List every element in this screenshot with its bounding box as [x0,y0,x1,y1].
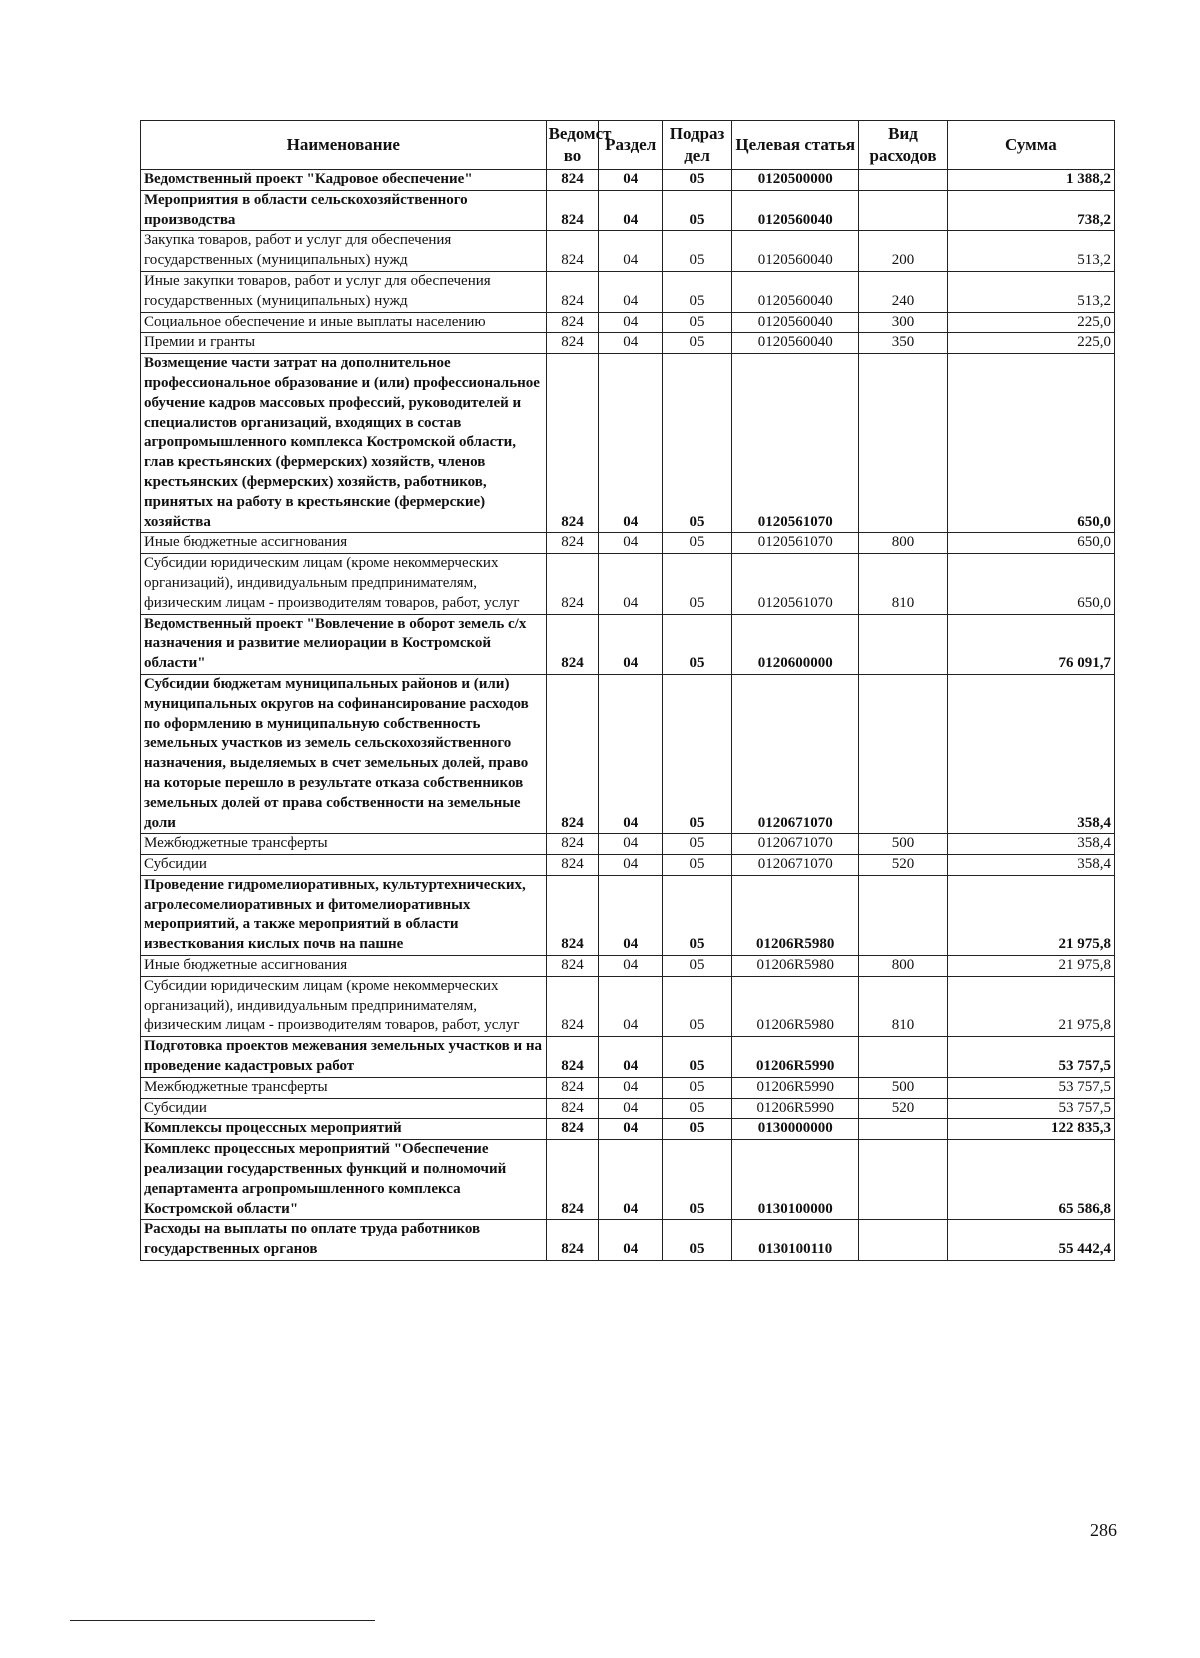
row-dept: 824 [546,674,599,833]
row-name: Иные бюджетные ассигнования [141,956,547,977]
row-dept: 824 [546,533,599,554]
row-name: Мероприятия в области сельскохозяйственного производства [141,190,547,231]
row-name: Иные бюджетные ассигнования [141,533,547,554]
row-name: Расходы на выплаты по оплате труда работников государственных органов [141,1220,547,1261]
row-subsection: 05 [663,1098,732,1119]
row-section: 04 [599,333,663,354]
row-subsection: 05 [663,855,732,876]
row-target: 0120561070 [732,354,859,533]
table-row [141,312,1115,333]
row-sum: 358,4 [947,834,1114,855]
row-type: 520 [859,855,947,876]
table-row [141,1037,1115,1078]
row-sum: 650,0 [947,554,1114,614]
row-dept: 824 [546,956,599,977]
table-row [141,976,1115,1036]
budget-table [140,120,1115,1261]
row-target: 0120671070 [732,674,859,833]
row-target: 0120560040 [732,333,859,354]
row-subsection: 05 [663,170,732,191]
row-subsection: 05 [663,333,732,354]
row-name: Ведомственный проект "Кадровое обеспечение" [141,170,547,191]
row-sum: 21 975,8 [947,956,1114,977]
row-sum: 513,2 [947,271,1114,312]
row-subsection: 05 [663,312,732,333]
row-section: 04 [599,855,663,876]
row-target: 0120561070 [732,533,859,554]
table-row [141,231,1115,272]
row-section: 04 [599,271,663,312]
row-dept: 824 [546,834,599,855]
row-section: 04 [599,1119,663,1140]
row-subsection: 05 [663,354,732,533]
row-target: 0120560040 [732,231,859,272]
row-target: 0130000000 [732,1119,859,1140]
table-row [141,855,1115,876]
row-subsection: 05 [663,190,732,231]
row-target: 01206R5980 [732,956,859,977]
row-dept: 824 [546,554,599,614]
row-sum: 76 091,7 [947,614,1114,674]
row-section: 04 [599,170,663,191]
row-dept: 824 [546,333,599,354]
row-subsection: 05 [663,231,732,272]
row-section: 04 [599,956,663,977]
row-target: 0120560040 [732,271,859,312]
row-type: 200 [859,231,947,272]
table-row [141,1119,1115,1140]
row-type [859,674,947,833]
row-type [859,1140,947,1220]
row-section: 04 [599,834,663,855]
table-row [141,1098,1115,1119]
table-row [141,354,1115,533]
header-name: Наименование [141,121,547,170]
row-type [859,1037,947,1078]
row-subsection: 05 [663,614,732,674]
row-name: Иные закупки товаров, работ и услуг для обеспечения государственных (муниципальных) нужд [141,271,547,312]
row-dept: 824 [546,1140,599,1220]
row-subsection: 05 [663,976,732,1036]
row-section: 04 [599,231,663,272]
row-dept: 824 [546,1077,599,1098]
row-dept: 824 [546,1037,599,1078]
row-name: Проведение гидромелиоративных, культуртехнических, агролесомелиоративных и фитомелиоративных мероприятий, а также мероприятий в области известкования кислых почв на пашне [141,875,547,955]
row-target: 01206R5990 [732,1098,859,1119]
row-type [859,354,947,533]
row-dept: 824 [546,1098,599,1119]
row-name: Субсидии [141,1098,547,1119]
table-row [141,1220,1115,1261]
row-section: 04 [599,1037,663,1078]
row-type: 350 [859,333,947,354]
header-subsection: Подраз дел [663,121,732,170]
row-section: 04 [599,312,663,333]
row-name: Социальное обеспечение и иные выплаты населению [141,312,547,333]
row-name: Межбюджетные трансферты [141,1077,547,1098]
row-dept: 824 [546,231,599,272]
row-section: 04 [599,354,663,533]
row-name: Межбюджетные трансферты [141,834,547,855]
row-target: 01206R5990 [732,1077,859,1098]
table-row [141,956,1115,977]
row-subsection: 05 [663,875,732,955]
row-subsection: 05 [663,674,732,833]
row-type: 300 [859,312,947,333]
row-type [859,190,947,231]
row-type: 810 [859,554,947,614]
header-sum: Сумма [947,121,1114,170]
row-dept: 824 [546,976,599,1036]
row-name: Возмещение части затрат на дополнительное профессиональное образование и (или) профессиональное обучение кадров массовых профессий, руководителей и специалистов организаций, входящих в состав агропромышленного комплекса Костромской области, глав крестьянских (фермерских) хозяйств, членов крестьянских (фермерских) хозяйств, работников, принятых на работу в крестьянские (фермерские) хозяйства [141,354,547,533]
row-dept: 824 [546,1119,599,1140]
table-header-row [141,121,1115,170]
table-row [141,554,1115,614]
row-target: 01206R5980 [732,976,859,1036]
header-target: Целевая статья [732,121,859,170]
row-section: 04 [599,1220,663,1261]
row-section: 04 [599,674,663,833]
row-type [859,614,947,674]
row-type [859,1119,947,1140]
table-row [141,875,1115,955]
row-sum: 53 757,5 [947,1098,1114,1119]
table-row [141,1140,1115,1220]
row-target: 01206R5990 [732,1037,859,1078]
row-name: Субсидии [141,855,547,876]
row-target: 0120560040 [732,190,859,231]
row-subsection: 05 [663,1077,732,1098]
page-number: 286 [1090,1520,1117,1540]
row-target: 0120560040 [732,312,859,333]
row-subsection: 05 [663,834,732,855]
row-subsection: 05 [663,271,732,312]
row-type [859,170,947,191]
table-body [141,170,1115,1261]
row-sum: 513,2 [947,231,1114,272]
table-row [141,614,1115,674]
row-dept: 824 [546,855,599,876]
row-subsection: 05 [663,956,732,977]
row-section: 04 [599,533,663,554]
row-subsection: 05 [663,1220,732,1261]
row-dept: 824 [546,170,599,191]
table-row [141,190,1115,231]
row-section: 04 [599,1140,663,1220]
row-type: 810 [859,976,947,1036]
row-target: 0120600000 [732,614,859,674]
row-subsection: 05 [663,554,732,614]
row-name: Субсидии бюджетам муниципальных районов и (или) муниципальных округов на софинансирование расходов по оформлению в муниципальную собственность земельных участков из земель сельскохозяйственного назначения, выделяемых в счет земельных долей, право на которые перешло в результате отказа собственников земельных долей от права собственности на земельные доли [141,674,547,833]
row-target: 0120500000 [732,170,859,191]
row-sum: 21 975,8 [947,976,1114,1036]
row-sum: 738,2 [947,190,1114,231]
row-sum: 650,0 [947,533,1114,554]
header-type: Вид расходов [859,121,947,170]
row-sum: 53 757,5 [947,1077,1114,1098]
row-target: 0130100000 [732,1140,859,1220]
row-sum: 53 757,5 [947,1037,1114,1078]
table-row [141,333,1115,354]
row-type [859,1220,947,1261]
row-name: Ведомственный проект "Вовлечение в оборот земель с/х назначения и развитие мелиорации в Костромской области" [141,614,547,674]
row-name: Субсидии юридическим лицам (кроме некоммерческих организаций), индивидуальным предпринимателям, физическим лицам - производителям товаров, работ, услуг [141,976,547,1036]
header-dept: Ведомст во [546,121,599,170]
row-subsection: 05 [663,533,732,554]
row-section: 04 [599,554,663,614]
row-dept: 824 [546,312,599,333]
row-sum: 358,4 [947,674,1114,833]
row-subsection: 05 [663,1037,732,1078]
row-type: 800 [859,533,947,554]
row-type [859,875,947,955]
row-section: 04 [599,976,663,1036]
row-subsection: 05 [663,1119,732,1140]
row-target: 0130100110 [732,1220,859,1261]
header-section: Раздел [599,121,663,170]
row-section: 04 [599,190,663,231]
row-type: 240 [859,271,947,312]
row-sum: 225,0 [947,312,1114,333]
row-sum: 65 586,8 [947,1140,1114,1220]
row-sum: 358,4 [947,855,1114,876]
row-name: Закупка товаров, работ и услуг для обеспечения государственных (муниципальных) нужд [141,231,547,272]
row-sum: 225,0 [947,333,1114,354]
table-row [141,1077,1115,1098]
row-dept: 824 [546,614,599,674]
row-type: 500 [859,834,947,855]
footnote-rule [70,1620,375,1621]
row-name: Комплекс процессных мероприятий "Обеспечение реализации государственных функций и полномочий департамента агропромышленного комплекса Костромской области" [141,1140,547,1220]
table-row [141,533,1115,554]
row-target: 0120671070 [732,855,859,876]
row-sum: 122 835,3 [947,1119,1114,1140]
row-section: 04 [599,614,663,674]
table-row [141,834,1115,855]
table-row [141,674,1115,833]
row-target: 0120671070 [732,834,859,855]
row-name: Подготовка проектов межевания земельных участков и на проведение кадастровых работ [141,1037,547,1078]
row-dept: 824 [546,271,599,312]
row-type: 800 [859,956,947,977]
row-section: 04 [599,1077,663,1098]
row-dept: 824 [546,190,599,231]
row-subsection: 05 [663,1140,732,1220]
table-row [141,170,1115,191]
row-target: 01206R5980 [732,875,859,955]
row-dept: 824 [546,1220,599,1261]
row-name: Комплексы процессных мероприятий [141,1119,547,1140]
row-sum: 650,0 [947,354,1114,533]
row-sum: 1 388,2 [947,170,1114,191]
row-sum: 21 975,8 [947,875,1114,955]
row-target: 0120561070 [732,554,859,614]
row-section: 04 [599,1098,663,1119]
row-dept: 824 [546,354,599,533]
row-type: 500 [859,1077,947,1098]
table-row [141,271,1115,312]
row-sum: 55 442,4 [947,1220,1114,1261]
row-name: Субсидии юридическим лицам (кроме некоммерческих организаций), индивидуальным предпринимателям, физическим лицам - производителям товаров, работ, услуг [141,554,547,614]
row-section: 04 [599,875,663,955]
row-dept: 824 [546,875,599,955]
row-type: 520 [859,1098,947,1119]
row-name: Премии и гранты [141,333,547,354]
